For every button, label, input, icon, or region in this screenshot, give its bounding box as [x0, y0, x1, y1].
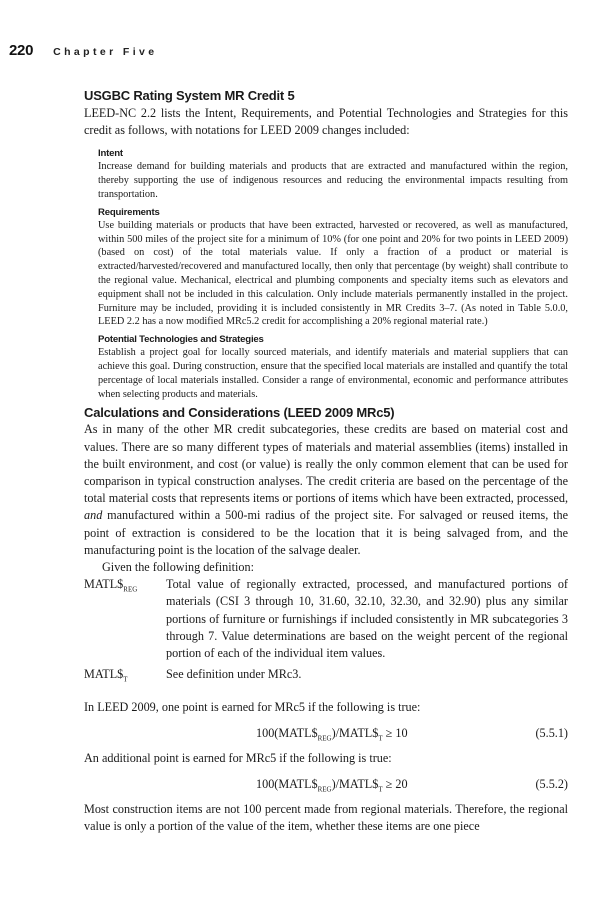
requirements-text: Use building materials or products that have been extracted, harvested or recovered, as well as manufactured, within 500 miles of the project site for a minimum of 10% (for one point and 20% for two points in LEED 2009) (based on cost) of the total materials value. If only a fraction of a product or material is extracted/harvested/recovered and manufactured locally, then only that percentage (by weight) shall contribute to the regional value. Mechanical, electrical and plumbing components and specialty items such as elevators and equipment shall not be included in this calculation. Only include materials permanently installed in the project. Furniture may be included, providing it is included consistently in MR Credits 3–7. (As noted in Table 5.0.0, LEED 2.2 has a now modified MRc5.2 credit for accomplishing a 20% regional material rate.)	[98, 219, 568, 328]
definition-matl-t	[84, 666, 568, 689]
equation-number: (5.5.2)	[535, 777, 568, 792]
definitions-list	[84, 576, 568, 689]
intent-text: Increase demand for building materials and products that are extracted and manufactured within the region, thereby supporting the use of indigenous resources and reducing the environmental impacts resulting from transportation.	[98, 161, 568, 200]
equation-2-intro: An additional point is earned for MRc5 if the following is true:	[84, 751, 392, 766]
credit-text-box	[98, 147, 568, 401]
equation-5-5-1	[84, 722, 568, 744]
term-symbol: MATL$	[84, 667, 124, 682]
term-subscript: T	[123, 675, 128, 684]
requirements-heading: Requirements	[98, 206, 160, 218]
chapter-label: Chapter Five	[53, 46, 158, 58]
calculations-heading: Calculations and Considerations (LEED 2009 MRc5)	[84, 405, 395, 421]
equation-expression: $100(MATL\$_{REG})/MATL\$_T \ge 20$	[256, 777, 408, 794]
strategies-heading: Potential Technologies and Strategies	[98, 334, 264, 346]
intent-heading: Intent	[98, 148, 123, 160]
emphasis-and: and	[84, 508, 103, 523]
definition-matl-reg	[84, 576, 568, 662]
equation-5-5-2	[84, 773, 568, 795]
given-line: Given the following definition:	[102, 559, 254, 574]
term-subscript: REG	[123, 585, 138, 594]
page-number: 220	[9, 42, 34, 59]
page-body	[84, 84, 568, 836]
definition-text: Total value of regionally extracted, processed, and manufactured portions of materials (CSI 3 through 10, 31.60, 32.10, 32.30, and 32.90) plus any similar portions of furniture or furnishings if included consistently in MR subcategories 3 through 7. Value determinations are based on the weight percent of the regional portion of each of the individual item values.	[166, 577, 568, 660]
equation-1-intro: In LEED 2009, one point is earned for MRc5 if the following is true:	[84, 699, 421, 714]
strategies-text: Establish a project goal for locally sourced materials, and identify materials and material suppliers that can achieve this goal. During construction, ensure that the specified local materials are installed and quantify the total percentage of local materials installed. Consider a range of environmental, economic and performance attributes when selecting products and materials.	[98, 347, 568, 400]
closing-paragraph: Most construction items are not 100 percent made from regional materials. Therefore, the regional value is only a portion of the value of the item, whether these items are one piece	[84, 802, 568, 834]
equation-number: (5.5.1)	[535, 726, 568, 741]
calculations-paragraph: As in many of the other MR credit subcategories, these credits are based on material cost and values. There are so many different types of materials and material assemblies (items) installed in the built environment, and cost (or value) is really the only common element that can be used for comparison in typical construction analyses. The credit criteria are based on the percentage of the total material costs that represents items or portions of items which have been extracted, processed, and manufactured within a 500-mi radius of the project site. For salvaged or reused items, the point of extraction is considered to be the location that it is being salvaged from, and the manufacturing point is the location of the salvage dealer.	[84, 422, 568, 557]
section-title: USGBC Rating System MR Credit 5	[84, 88, 295, 103]
equation-expression: $100(MATL\$_{REG})/MATL\$_T \ge 10$	[256, 726, 408, 743]
intro-paragraph: LEED-NC 2.2 lists the Intent, Requirements, and Potential Technologies and Strategies for this credit as follows, with notations for LEED 2009 changes included:	[84, 106, 568, 138]
running-header	[9, 42, 158, 62]
term-symbol: MATL$	[84, 577, 124, 592]
definition-text: See definition under MRc3.	[166, 667, 302, 682]
